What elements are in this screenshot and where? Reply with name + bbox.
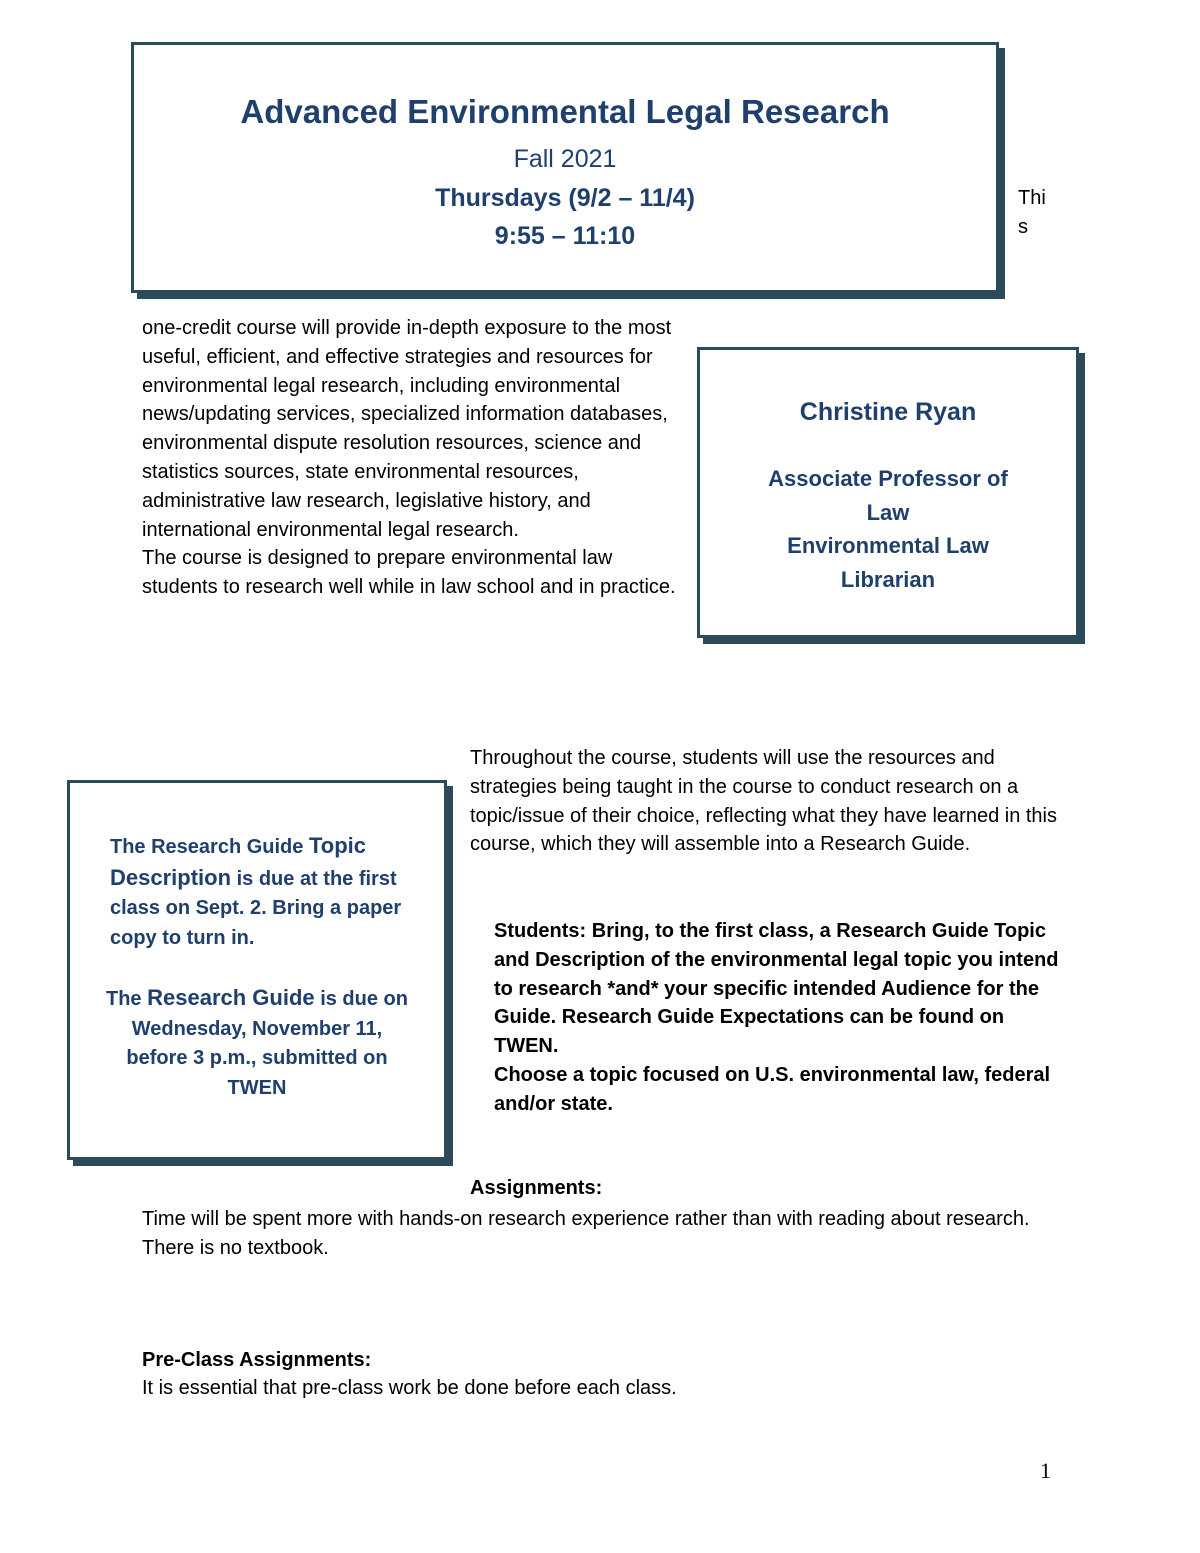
guide-due-prefix: The: [106, 988, 148, 1010]
preclass-heading: Pre-Class Assignments:: [142, 1349, 372, 1371]
guide-due-note: [100, 983, 414, 1103]
guide-due-emphasis: Research Guide: [147, 985, 315, 1010]
assignments-text: Time will be spent more with hands-on research experience rather than with reading about research. There is no textbook.: [142, 1208, 1030, 1259]
topic-due-rest: is due at the first class on Sept. 2. Bring a paper copy to turn in.: [110, 867, 402, 949]
guide-due-rest: is due on Wednesday, November 11, before 3 p.m., submitted on TWEN: [126, 988, 408, 1099]
students-bring-note: Students: Bring, to the first class, a Research Guide Topic and Description of the environmental legal topic you intend to research *and* your specific intended Audience for the Guide. Research Guide Expectations can be found on TWEN.: [494, 920, 1059, 1058]
topic-due-emphasis: Topic Description: [110, 833, 366, 890]
instructor-box: [697, 347, 1079, 638]
intro-fragment: This: [1018, 187, 1046, 238]
description-paragraph: one-credit course will provide in-depth exposure to the most useful, efficient, and effective strategies and resources for environmental legal research, including environmental news/updating services, specialized information databases, environmental dispute resolution resources, science and statistics sources, state environmental resources, administrative law research, legislative history, and international environmental legal research.: [142, 317, 672, 541]
project-description: Throughout the course, students will use the resources and strategies being taught in the course to conduct research on a topic/issue of their choice, reflecting what they have learned in this course, which they will assemble into a Research Guide.: [470, 747, 1057, 856]
instructor-roles: [750, 462, 1026, 596]
student-instructions: [494, 917, 1074, 1119]
instructor-role: Environmental Law Librarian: [787, 533, 989, 592]
course-term: Fall 2021: [513, 145, 617, 173]
assignments-heading: Assignments:: [470, 1177, 603, 1199]
course-days: Thursdays (9/2 – 11/4): [435, 184, 695, 212]
course-title-box: [131, 42, 999, 293]
course-time: 9:55 – 11:10: [494, 222, 636, 250]
course-title: Advanced Environmental Legal Research: [240, 93, 890, 130]
topic-due-note: [110, 831, 410, 953]
preclass-text: It is essential that pre-class work be done before each class.: [142, 1377, 677, 1399]
description-paragraph: The course is designed to prepare environmental law students to research well while in law school and in practice.: [142, 547, 676, 599]
page-number: 1: [1040, 1458, 1051, 1483]
instructor-name: Christine Ryan: [799, 398, 977, 426]
instructor-title: Associate Professor of Law: [768, 466, 1008, 525]
topic-choice-note: Choose a topic focused on U.S. environmental law, federal and/or state.: [494, 1063, 1051, 1115]
course-description: [142, 314, 682, 602]
due-dates-box: [67, 780, 447, 1160]
topic-due-prefix: The Research Guide: [110, 836, 309, 858]
